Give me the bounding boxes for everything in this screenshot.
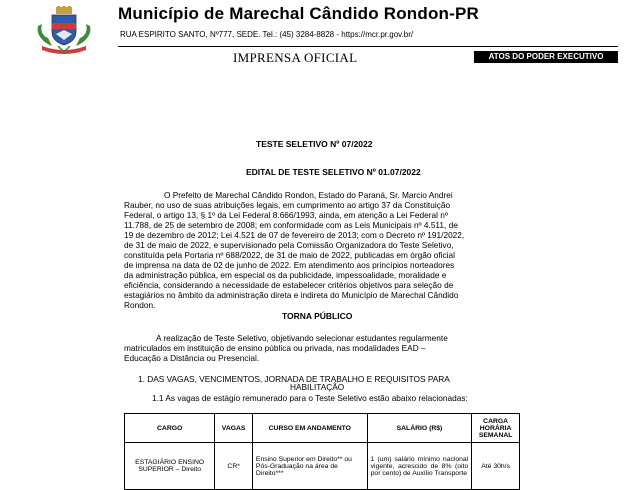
intro-line: de 31 de maio de 2022, e supervisionado pela Comissão Organizadora do Teste Seletivo, [124,240,454,250]
intro-line: 11.788, de 25 de setembro de 2008; em conformidade com as Leis Municipais nº 4.511, de [124,220,458,230]
torna-line: A realização de Teste Seletivo, objetivando selecionar estudantes regularmente [156,333,448,343]
cell-vagas: CR* [215,443,253,490]
column-header-carga: CARGA HORÁRIA SEMANAL [472,414,520,443]
municipality-title: Município de Marechal Cândido Rondon-PR [118,4,480,23]
document-heading: TESTE SELETIVO Nº 07/2022 [256,139,373,149]
cell-carga: Até 30h/s [472,443,520,490]
intro-line: constituída pela Portaria nº 688/2022, de 31 de maio de 2022, publicadas em órgão oficial [124,250,455,260]
intro-line: da administração pública, em especial os da publicidade, impessoalidade, moralidade e [124,270,447,280]
intro-line: Federal, o artigo 13, § 1º da Lei Federal 8.666/1993, ainda, em atenção a Lei Federal nº [124,210,448,220]
column-header-cargo: CARGO [125,414,215,443]
table-header-row [125,414,520,443]
cell-salario: 1 (um) salário mínimo nacional vigente, acrescido de 8% (oito por cento) de Auxílio Transporte [367,443,472,490]
cell-curso: Ensino Superior em Direito** ou Pós-Graduação na área de Direito*** [252,443,367,490]
column-header-curso: CURSO EM ANDAMENTO [252,414,367,443]
intro-line: de imprensa na data de 02 de junho de 2022. Em atendimento aos princípios norteadores [124,260,455,270]
section-badge: ATOS DO PODER EXECUTIVO [474,51,618,63]
municipality-address: RUA ESPIRITO SANTO, Nº777, SEDE. Tel.: (45) 3284-8828 - https://mcr.pr.gov.br/ [120,30,414,39]
intro-line: Rondon. [124,300,156,310]
column-header-vagas: VAGAS [215,414,253,443]
edital-heading: EDITAL DE TESTE SELETIVO Nº 01.07/2022 [246,167,421,177]
torna-publico-heading: TORNA PÚBLICO [282,311,353,321]
intro-line: Rauber, no uso de suas atribuições legais, em cumprimento ao artigo 37 da Constituição [124,200,451,210]
section-1-1-line: 1.1 As vagas de estágio remunerado para o Teste Seletivo estão abaixo relacionadas: [152,393,468,403]
municipal-coat-of-arms-icon [34,6,94,54]
vagas-table [124,413,520,490]
intro-line: O Prefeito de Marechal Cândido Rondon, Estado do Paraná, Sr. Marcio Andrei [164,190,453,200]
intro-line: eficiência, considerando a necessidade de estabelecer critérios objetivos para seleção de [124,280,454,290]
section-1-title-cont [290,382,344,392]
intro-paragraph [124,190,520,310]
column-header-salario: SALÁRIO (R$) [367,414,472,443]
intro-line: estagiários no âmbito da administração direta e indireta do Município de Marechal Cândido [124,290,459,300]
cell-cargo: ESTAGIÁRIO ENSINO SUPERIOR – Direito [125,443,215,490]
torna-paragraph [124,333,520,363]
torna-line: Educação a Distância ou Presencial. [124,353,260,363]
section-1-1-text [152,393,468,403]
intro-line: 19 de dezembro de 2012; Lei 4.521 de 07 de fevereiro de 2013; com o Decreto nº 191/2022, [124,230,465,240]
section-1-title-line: 1. DAS VAGAS, VENCIMENTOS, JORNADA DE TRABALHO E REQUISITOS PARA [138,374,450,384]
header-divider [118,46,618,47]
section-1-title-line: HABILITAÇÃO [290,382,345,392]
imprensa-oficial-label: IMPRENSA OFICIAL [233,50,358,65]
torna-line: matriculados em instituição de ensino pública ou privada, nas modalidades EAD – [124,343,426,353]
table-row [125,443,520,490]
